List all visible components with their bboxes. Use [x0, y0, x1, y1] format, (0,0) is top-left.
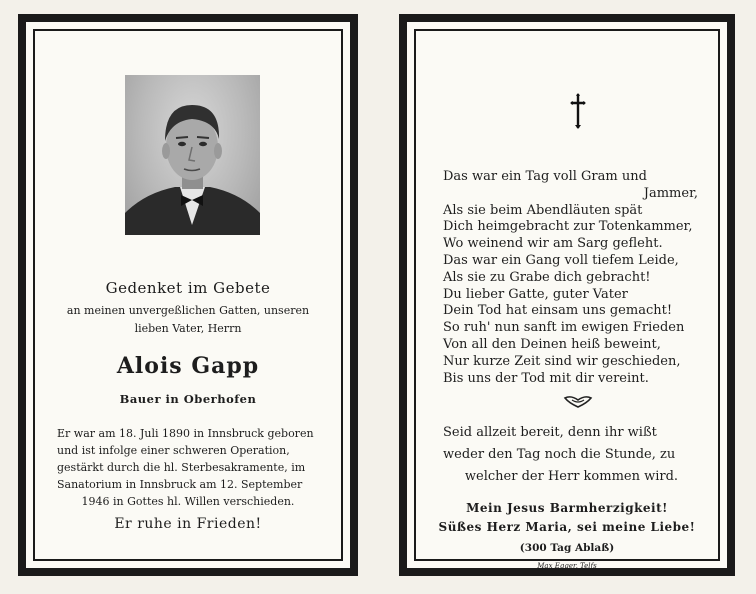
occupation: Bauer in Oberhofen	[119, 392, 257, 406]
intro-line-2: lieben Vater, Herrn	[134, 322, 242, 335]
greeting: Gedenket im Gebete	[105, 279, 271, 297]
poem-line: Dein Tod hat einsam uns gemacht!	[443, 303, 673, 319]
left-inner-frame	[33, 29, 343, 561]
poem-line: Dich heimgebracht zur Totenkammer,	[443, 219, 693, 235]
cross-icon	[568, 93, 588, 129]
poem-line: Von all den Deinen heiß beweint,	[443, 336, 661, 352]
right-card	[399, 14, 735, 576]
bio-line: Sanatorium in Innsbruck am 12. September	[57, 478, 303, 491]
bio-line: gestärkt durch die hl. Sterbesakramente, im	[57, 461, 306, 474]
intro-line-1: an meinen unvergeßlichen Gatten, unseren	[66, 304, 310, 317]
right-inner-frame	[414, 29, 720, 570]
indulgence-note: (300 Tag Ablaß)	[519, 542, 615, 554]
poem-line: Als sie zu Grabe dich gebracht!	[443, 269, 651, 285]
bio-line: 1946 in Gottes hl. Willen verschieden.	[81, 495, 295, 508]
poem-line: Nur kurze Zeit sind wir geschieden,	[443, 353, 681, 369]
prayer-line: weder den Tag noch die Stunde, zu	[443, 447, 676, 462]
prayer	[443, 422, 700, 488]
poem-line: Das war ein Gang voll tiefem Leide,	[443, 252, 679, 268]
poem-line: So ruh' nun sanft im ewigen Frieden	[443, 320, 685, 336]
poem-line: Das war ein Tag voll Gram und	[443, 169, 647, 184]
portrait-photo	[125, 75, 260, 235]
invocation-mary: Süßes Herz Maria, sei meine Liebe!	[438, 520, 696, 534]
poem-line: Du lieber Gatte, guter Vater	[443, 286, 628, 302]
ornament-icon	[563, 394, 593, 410]
closing-blessing: Er ruhe in Frieden!	[114, 516, 262, 532]
deceased-name: Alois Gapp	[116, 353, 260, 379]
biography	[57, 425, 319, 510]
poem	[443, 169, 700, 387]
printer-credit: Max Egger, Telfs	[537, 562, 597, 570]
prayer-line: welcher der Herr kommen wird.	[464, 469, 679, 484]
poem-line: Bis uns der Tod mit dir vereint.	[443, 370, 649, 386]
poem-line: Jammer,	[643, 185, 698, 201]
invocation-jesus: Mein Jesus Barmherzigkeit!	[466, 501, 668, 515]
bio-line: und ist infolge einer schweren Operation,	[57, 444, 290, 457]
poem-line: Als sie beim Abendläuten spät	[443, 202, 643, 218]
poem-line: Wo weinend wir am Sarg gefleht.	[443, 236, 663, 252]
bio-line: Er war am 18. Juli 1890 in Innsbruck geboren	[57, 427, 314, 440]
left-card	[18, 14, 358, 576]
prayer-line: Seid allzeit bereit, denn ihr wißt	[443, 425, 657, 440]
